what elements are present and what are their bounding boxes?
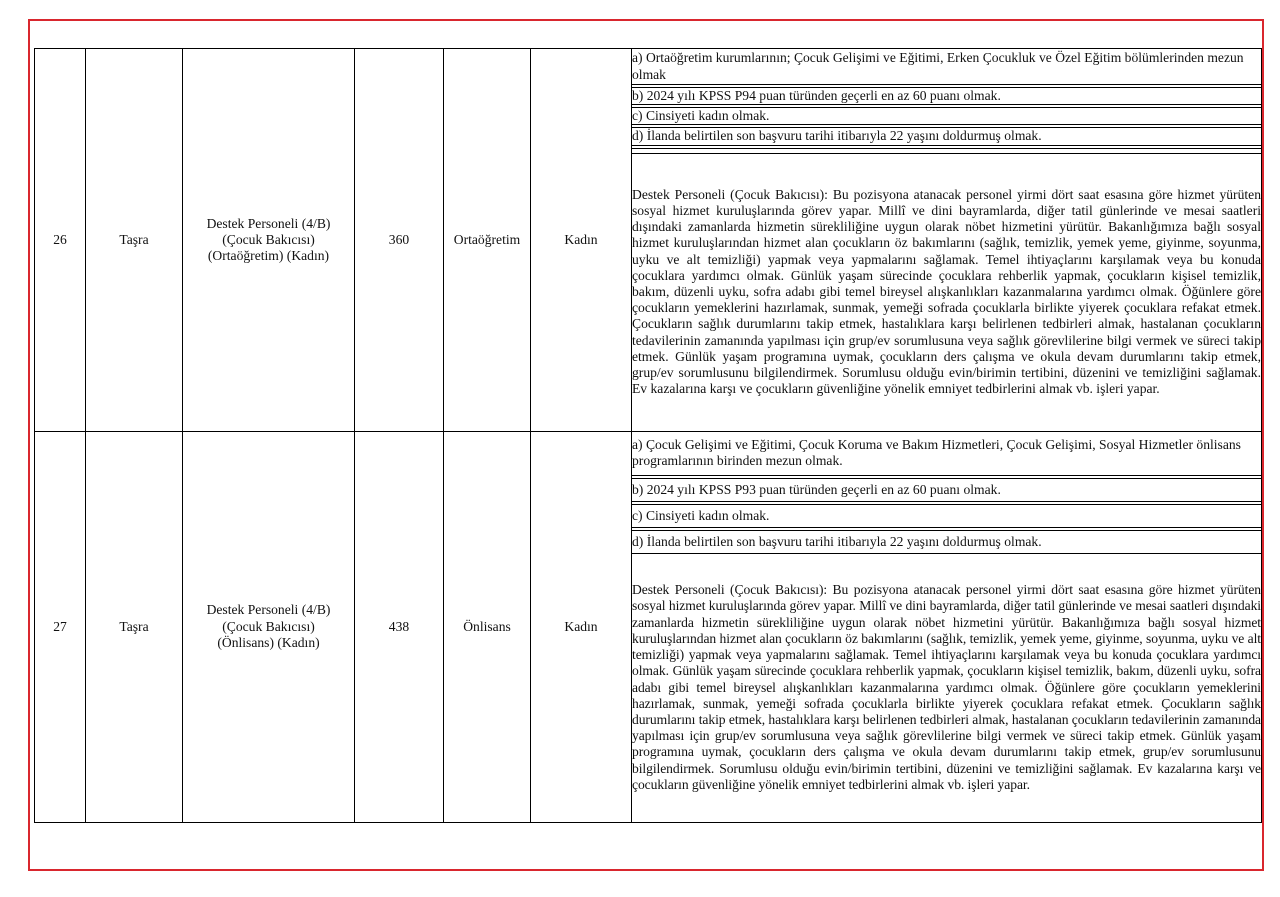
- position-title-line: (Önlisans) (Kadın): [217, 634, 320, 650]
- education-level-cell: Ortaöğretim: [444, 49, 531, 432]
- position-title-line: (Çocuk Bakıcısı): [222, 231, 315, 247]
- position-title-line: Destek Personeli (4/B): [206, 602, 331, 618]
- location-cell: Taşra: [86, 431, 183, 822]
- location-cell: Taşra: [86, 49, 183, 432]
- requirement-item: d) İlanda belirtilen son başvuru tarihi itibarıyla 22 yaşını doldurmuş olmak.: [632, 530, 1262, 553]
- position-count-cell: 438: [355, 431, 444, 822]
- table-row: [35, 49, 1262, 85]
- position-title-cell: [183, 49, 355, 432]
- positions-table: [34, 48, 1262, 823]
- row-number: 27: [35, 431, 86, 822]
- position-title-line: Destek Personeli (4/B): [206, 215, 331, 231]
- position-title-line: (Çocuk Bakıcısı): [222, 618, 315, 634]
- requirement-item: c) Cinsiyeti kadın olmak.: [632, 108, 1262, 125]
- table-row: [35, 431, 1262, 475]
- position-title-line: (Ortaöğretim) (Kadın): [207, 247, 330, 263]
- position-count-cell: 360: [355, 49, 444, 432]
- row-number: 26: [35, 49, 86, 432]
- requirement-item: b) 2024 yılı KPSS P94 puan türünden geçerli en az 60 puanı olmak.: [632, 88, 1262, 105]
- requirement-item: a) Ortaöğretim kurumlarının; Çocuk Gelişimi ve Eğitimi, Erken Çocukluk ve Özel Eğitim bölümlerinden mezun olmak: [632, 49, 1262, 85]
- education-level-cell: Önlisans: [444, 431, 531, 822]
- gender-cell: Kadın: [531, 431, 632, 822]
- gender-cell: Kadın: [531, 49, 632, 432]
- requirement-item: b) 2024 yılı KPSS P93 puan türünden geçerli en az 60 puanı olmak.: [632, 478, 1262, 501]
- job-description: Destek Personeli (Çocuk Bakıcısı): Bu pozisyona atanacak personel yirmi dört saat esasına göre hizmet yürüten sosyal hizmet kuruluşlarında görev yapar. Millî ve dini bayramlarda, diğer tatil günlerinde ve mesai saatleri dışındaki zamanlarda hizmetin sürekliliğine uygun olarak nöbet hizmetini yürütür. Bakanlığımıza bağlı sosyal hizmet kuruluşlarından hizmet alan çocukların öz bakımlarını (sağlık, temizlik, yemek yeme, giyinme, soyunma, uyku ve alt temizliği) yapmak veya yapmalarını sağlamak. Temel ihtiyaçlarını karşılamak veya bu konuda çocuklara yardımcı olmak. Günlük yaşam sürecinde çocuklara rehberlik yapmak, çocukların kişisel temizlik, bakım, düzenli uyku, sofra adabı gibi temel bireysel alışkanlıkları kazanmalarına yardımcı olmak. Öğünlere göre çocukların yemeklerini hazırlamak, sunmak, yemeği sofrada çocuklarla birlikte yiyerek çocuklara refakat etmek. Çocukların sağlık durumlarını takip etmek, hastalıklara karşı belirlenen tedbirleri almak, hastalanan çocukların tedavilerinin zamanında yapılması için grup/ev sorumlusuna veya sağlık görevlilerine bilgi vermek ve süreci takip etmek. Günlük yaşam programına uymak, çocukların ders çalışma ve okula devam durumlarını takip etmek, grup/ev sorumlusunu bilgilendirmek. Sorumlusu olduğu evin/birimin tertibini, düzenini ve temizliğini sağlamak. Ev kazalarına karşı ve çocukların güvenliğine yönelik emniyet tedbirlerini almak vb. işleri yapar.: [632, 553, 1262, 822]
- position-title-cell: [183, 431, 355, 822]
- job-description: Destek Personeli (Çocuk Bakıcısı): Bu pozisyona atanacak personel yirmi dört saat esasına göre hizmet yürüten sosyal hizmet kuruluşlarında görev yapar. Millî ve dini bayramlarda, diğer tatil günlerinde ve mesai saatleri dışındaki zamanlarda hizmetin sürekliliğine uygun olarak nöbet hizmetini yürütür. Bakanlığımıza bağlı sosyal hizmet kuruluşlarından hizmet alan çocukların öz bakımlarını (sağlık, temizlik, yemek yeme, giyinme, soyunma, uyku ve alt temizliği) yapmak veya yapmalarını sağlamak. Temel ihtiyaçlarını karşılamak veya bu konuda çocuklara yardımcı olmak. Günlük yaşam sürecinde çocuklara rehberlik yapmak, çocukların kişisel temizlik, bakım, düzenli uyku, sofra adabı gibi temel bireysel alışkanlıkları kazanmalarına yardımcı olmak. Öğünlere göre çocukların yemeklerini hazırlamak, sunmak, yemeği sofrada çocuklarla birlikte yiyerek çocuklara refakat etmek. Çocukların sağlık durumlarını takip etmek, hastalıklara karşı belirlenen tedbirleri almak, hastalanan çocukların tedavilerinin zamanında yapılması için grup/ev sorumlusuna veya sağlık görevlilerine bilgi vermek ve süreci takip etmek. Günlük yaşam programına uymak, çocukların ders çalışma ve okula devam durumlarını takip etmek, grup/ev sorumlusunu bilgilendirmek. Sorumlusu olduğu evin/birimin tertibini, düzenini ve temizliğini sağlamak. Ev kazalarına karşı ve çocukların güvenliğine yönelik emniyet tedbirlerini almak vb. işleri yapar.: [632, 153, 1262, 431]
- requirement-item: c) Cinsiyeti kadın olmak.: [632, 504, 1262, 527]
- requirement-item: d) İlanda belirtilen son başvuru tarihi itibarıyla 22 yaşını doldurmuş olmak.: [632, 128, 1262, 145]
- requirement-item: a) Çocuk Gelişimi ve Eğitimi, Çocuk Koruma ve Bakım Hizmetleri, Çocuk Gelişimi, Sosyal Hizmetler önlisans programlarının birinden mezun olmak.: [632, 431, 1262, 475]
